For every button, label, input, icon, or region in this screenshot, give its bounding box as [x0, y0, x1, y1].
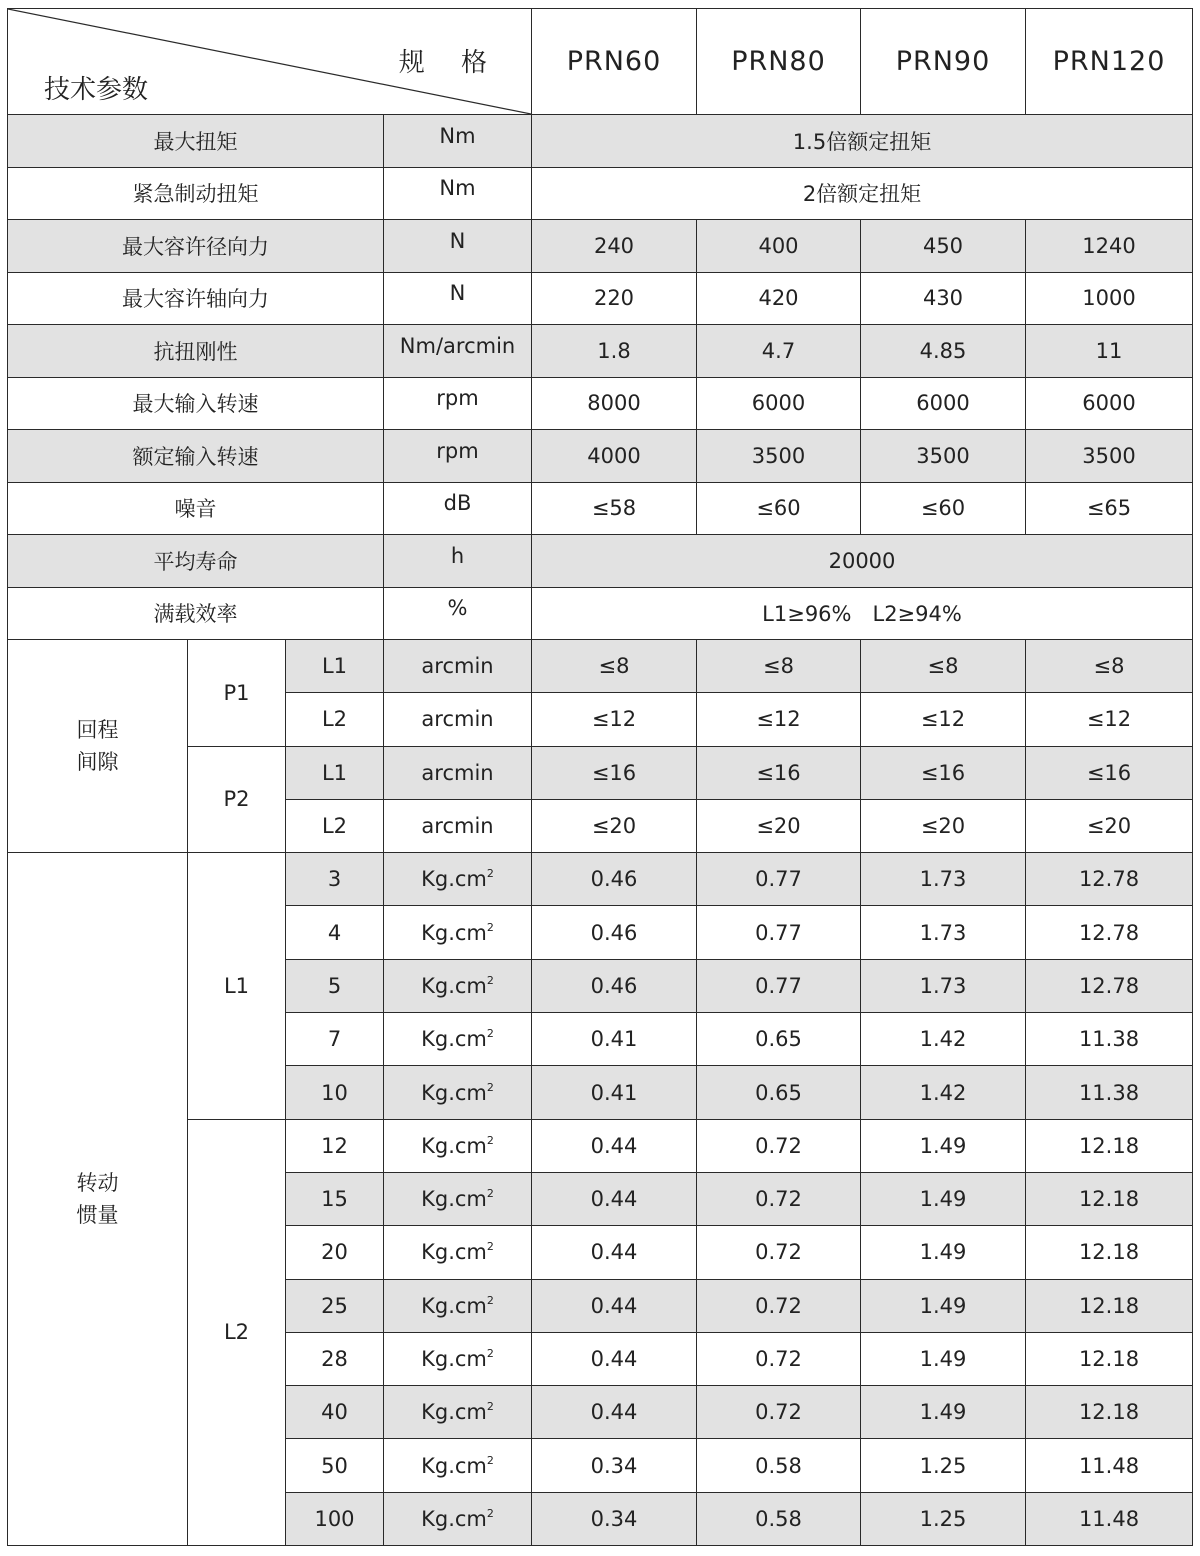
param-unit-text: %	[447, 596, 468, 621]
inertia-value-prn90: 1.49	[861, 1172, 1026, 1225]
backlash-group-label: P1	[188, 640, 286, 747]
param-unit-text: N	[449, 228, 466, 253]
inertia-unit-exponent: 2	[486, 1400, 494, 1414]
inertia-value-prn80: 0.72	[697, 1172, 861, 1225]
row-service_life	[8, 535, 1193, 588]
inertia-unit-base: Kg.cm	[421, 1453, 487, 1478]
param-value-merged: L1≥96% L2≥94%	[532, 587, 1193, 640]
backlash-value-prn60: ≤16	[532, 746, 697, 799]
model-header-prn60: PRN60	[532, 9, 697, 115]
param-unit-text: rpm	[436, 438, 479, 463]
inertia-value-prn90: 1.42	[861, 1013, 1026, 1066]
inertia-value-prn120: 11.48	[1026, 1492, 1193, 1545]
param-name: 紧急制动扭矩	[8, 167, 384, 220]
inertia-value-prn60: 0.46	[532, 906, 697, 959]
inertia-value-prn120: 12.18	[1026, 1119, 1193, 1172]
inertia-unit-exponent: 2	[486, 1506, 494, 1520]
inertia-ratio: 50	[286, 1439, 384, 1492]
param-unit	[384, 430, 532, 483]
inertia-unit-base: Kg.cm	[421, 1293, 487, 1318]
backlash-unit: arcmin	[384, 746, 532, 799]
backlash-value-prn90: ≤16	[861, 746, 1026, 799]
inertia-unit-exponent: 2	[486, 1347, 494, 1360]
inertia-value-prn80: 0.77	[697, 853, 861, 906]
inertia-value-prn60: 0.44	[532, 1172, 697, 1225]
inertia-row	[8, 853, 1193, 906]
inertia-unit	[384, 1066, 532, 1119]
row-max_torque	[8, 115, 1193, 168]
model-header-prn90: PRN90	[861, 9, 1026, 115]
inertia-value-prn120: 12.18	[1026, 1386, 1193, 1439]
backlash-group-label: P2	[188, 746, 286, 853]
param-value-prn120: 1240	[1026, 220, 1193, 273]
param-unit	[384, 220, 532, 273]
inertia-value-prn60: 0.46	[532, 959, 697, 1012]
inertia-unit	[384, 959, 532, 1012]
inertia-value-prn60: 0.44	[532, 1226, 697, 1279]
inertia-value-prn120: 12.78	[1026, 906, 1193, 959]
inertia-unit-exponent: 2	[486, 920, 494, 934]
row-efficiency	[8, 587, 1193, 640]
backlash-stage: L2	[286, 693, 384, 746]
inertia-ratio: 3	[286, 853, 384, 906]
param-unit-text: dB	[443, 491, 472, 516]
param-value-prn90: ≤60	[861, 482, 1026, 535]
inertia-unit-base: Kg.cm	[421, 1400, 487, 1425]
inertia-value-prn90: 1.49	[861, 1386, 1026, 1439]
param-unit-text: h	[450, 543, 465, 568]
inertia-value-prn90: 1.49	[861, 1332, 1026, 1385]
inertia-unit-base: Kg.cm	[421, 1240, 487, 1265]
inertia-value-prn80: 0.77	[697, 959, 861, 1012]
inertia-unit-base: Kg.cm	[421, 1133, 487, 1158]
backlash-value-prn80: ≤12	[697, 693, 861, 746]
param-value-prn120: 1000	[1026, 272, 1193, 325]
param-unit-text: Nm/arcmin	[399, 333, 516, 358]
param-value-prn60: ≤58	[532, 482, 697, 535]
backlash-unit: arcmin	[384, 640, 532, 693]
param-name: 最大容许轴向力	[8, 272, 384, 325]
row-rated_input_speed	[8, 430, 1193, 483]
param-unit	[384, 377, 532, 430]
inertia-value-prn90: 1.73	[861, 906, 1026, 959]
backlash-label-line: 回程	[76, 718, 119, 743]
param-unit	[384, 115, 532, 168]
inertia-ratio: 12	[286, 1119, 384, 1172]
param-value-prn80: 3500	[697, 430, 861, 483]
inertia-unit	[384, 1226, 532, 1279]
inertia-ratio: 7	[286, 1013, 384, 1066]
inertia-ratio: 100	[286, 1492, 384, 1545]
inertia-value-prn80: 0.72	[697, 1332, 861, 1385]
inertia-value-prn90: 1.49	[861, 1279, 1026, 1332]
inertia-value-prn90: 1.42	[861, 1066, 1026, 1119]
inertia-label-line: 转动	[76, 1171, 119, 1196]
model-header-prn120: PRN120	[1026, 9, 1193, 115]
header-row	[8, 9, 1193, 115]
param-name: 最大输入转速	[8, 377, 384, 430]
inertia-value-prn120: 11.38	[1026, 1066, 1193, 1119]
row-radial_force	[8, 220, 1193, 273]
param-name: 最大容许径向力	[8, 220, 384, 273]
inertia-value-prn90: 1.25	[861, 1492, 1026, 1545]
backlash-stage: L1	[286, 746, 384, 799]
inertia-value-prn90: 1.73	[861, 959, 1026, 1012]
param-name: 噪音	[8, 482, 384, 535]
param-unit-text: Nm	[439, 123, 476, 148]
row-axial_force	[8, 272, 1193, 325]
row-emergency_torque	[8, 167, 1193, 220]
inertia-value-prn60: 0.44	[532, 1279, 697, 1332]
backlash-value-prn120: ≤8	[1026, 640, 1193, 693]
inertia-value-prn60: 0.44	[532, 1119, 697, 1172]
param-name: 额定输入转速	[8, 430, 384, 483]
inertia-value-prn120: 12.78	[1026, 853, 1193, 906]
backlash-value-prn120: ≤20	[1026, 799, 1193, 852]
inertia-value-prn60: 0.41	[532, 1066, 697, 1119]
inertia-value-prn120: 11.48	[1026, 1439, 1193, 1492]
param-value-prn80: 4.7	[697, 325, 861, 378]
param-value-prn90: 4.85	[861, 325, 1026, 378]
inertia-value-prn120: 12.18	[1026, 1332, 1193, 1385]
param-name: 满载效率	[8, 587, 384, 640]
param-value-prn60: 240	[532, 220, 697, 273]
backlash-label	[8, 640, 188, 853]
backlash-row	[8, 640, 1193, 693]
backlash-stage: L1	[286, 640, 384, 693]
inertia-value-prn60: 0.34	[532, 1439, 697, 1492]
backlash-value-prn60: ≤20	[532, 799, 697, 852]
backlash-value-prn80: ≤20	[697, 799, 861, 852]
backlash-value-prn80: ≤16	[697, 746, 861, 799]
param-value-merged: 2倍额定扭矩	[532, 167, 1193, 220]
backlash-value-prn90: ≤12	[861, 693, 1026, 746]
inertia-value-prn120: 11.38	[1026, 1013, 1193, 1066]
inertia-unit-base: Kg.cm	[421, 1347, 487, 1371]
backlash-value-prn80: ≤8	[697, 640, 861, 693]
inertia-unit	[384, 1172, 532, 1225]
inertia-value-prn80: 0.77	[697, 906, 861, 959]
inertia-value-prn80: 0.65	[697, 1066, 861, 1119]
inertia-unit	[384, 1119, 532, 1172]
param-value-merged: 1.5倍额定扭矩	[532, 115, 1193, 168]
backlash-label-line: 间隙	[76, 750, 119, 775]
inertia-ratio: 20	[286, 1226, 384, 1279]
inertia-value-prn60: 0.41	[532, 1013, 697, 1066]
param-name: 抗扭刚性	[8, 325, 384, 378]
inertia-value-prn90: 1.25	[861, 1439, 1026, 1492]
inertia-ratio: 28	[286, 1332, 384, 1385]
inertia-unit-exponent: 2	[486, 1080, 494, 1094]
backlash-value-prn90: ≤20	[861, 799, 1026, 852]
spec-label: 规 格	[398, 48, 501, 78]
param-unit	[384, 272, 532, 325]
inertia-unit-exponent: 2	[486, 1027, 494, 1041]
param-value-prn60: 1.8	[532, 325, 697, 378]
param-name: 最大扭矩	[8, 115, 384, 168]
row-max_input_speed	[8, 377, 1193, 430]
inertia-value-prn90: 1.49	[861, 1226, 1026, 1279]
inertia-ratio: 4	[286, 906, 384, 959]
backlash-unit: arcmin	[384, 693, 532, 746]
param-value-prn60: 8000	[532, 377, 697, 430]
param-unit-text: Nm	[439, 176, 476, 201]
param-value-prn80: ≤60	[697, 482, 861, 535]
param-unit	[384, 535, 532, 588]
inertia-unit	[384, 853, 532, 906]
inertia-group-label: L1	[188, 853, 286, 1119]
inertia-unit-exponent: 2	[486, 1293, 494, 1307]
inertia-value-prn80: 0.58	[697, 1439, 861, 1492]
spec-table-body	[8, 9, 1193, 1546]
param-value-prn120: ≤65	[1026, 482, 1193, 535]
param-unit	[384, 587, 532, 640]
inertia-value-prn80: 0.72	[697, 1226, 861, 1279]
inertia-value-prn120: 12.18	[1026, 1172, 1193, 1225]
inertia-value-prn90: 1.49	[861, 1119, 1026, 1172]
backlash-unit: arcmin	[384, 799, 532, 852]
inertia-unit	[384, 1439, 532, 1492]
param-value-prn120: 11	[1026, 325, 1193, 378]
param-label: 技术参数	[44, 75, 149, 105]
param-value-prn120: 6000	[1026, 377, 1193, 430]
inertia-unit	[384, 906, 532, 959]
inertia-unit-exponent: 2	[486, 1187, 494, 1201]
param-value-prn60: 220	[532, 272, 697, 325]
inertia-value-prn120: 12.18	[1026, 1279, 1193, 1332]
inertia-value-prn120: 12.18	[1026, 1226, 1193, 1279]
inertia-label-line: 惯量	[76, 1203, 119, 1228]
inertia-unit-base: Kg.cm	[421, 867, 487, 892]
inertia-unit-base: Kg.cm	[421, 973, 487, 998]
inertia-unit-base: Kg.cm	[421, 1187, 487, 1212]
inertia-unit-base: Kg.cm	[421, 1027, 487, 1052]
param-unit	[384, 482, 532, 535]
inertia-unit-exponent: 2	[486, 973, 494, 987]
param-value-prn90: 6000	[861, 377, 1026, 430]
inertia-value-prn60: 0.44	[532, 1386, 697, 1439]
backlash-stage: L2	[286, 799, 384, 852]
param-value-prn120: 3500	[1026, 430, 1193, 483]
inertia-ratio: 40	[286, 1386, 384, 1439]
param-unit-text: rpm	[436, 386, 479, 411]
backlash-value-prn60: ≤8	[532, 640, 697, 693]
param-value-prn80: 420	[697, 272, 861, 325]
inertia-unit-base: Kg.cm	[421, 1080, 487, 1105]
row-torsional_rigidity	[8, 325, 1193, 378]
param-unit	[384, 325, 532, 378]
backlash-value-prn90: ≤8	[861, 640, 1026, 693]
inertia-unit-exponent: 2	[486, 1240, 494, 1254]
inertia-value-prn60: 0.46	[532, 853, 697, 906]
param-unit-text: N	[449, 281, 466, 306]
inertia-value-prn80: 0.58	[697, 1492, 861, 1545]
inertia-unit	[384, 1013, 532, 1066]
row-noise	[8, 482, 1193, 535]
inertia-unit-exponent: 2	[486, 1453, 494, 1467]
inertia-ratio: 10	[286, 1066, 384, 1119]
inertia-unit	[384, 1492, 532, 1545]
spec-table	[7, 8, 1193, 1546]
inertia-unit-base: Kg.cm	[421, 1506, 487, 1531]
inertia-unit	[384, 1332, 532, 1385]
backlash-value-prn60: ≤12	[532, 693, 697, 746]
inertia-unit	[384, 1279, 532, 1332]
inertia-value-prn60: 0.44	[532, 1332, 697, 1385]
param-value-prn90: 430	[861, 272, 1026, 325]
inertia-ratio: 5	[286, 959, 384, 1012]
param-unit	[384, 167, 532, 220]
inertia-ratio: 25	[286, 1279, 384, 1332]
inertia-unit-exponent: 2	[486, 867, 494, 881]
backlash-value-prn120: ≤12	[1026, 693, 1193, 746]
inertia-ratio: 15	[286, 1172, 384, 1225]
inertia-value-prn80: 0.65	[697, 1013, 861, 1066]
inertia-label	[8, 853, 188, 1546]
param-value-prn60: 4000	[532, 430, 697, 483]
header-corner-cell	[8, 9, 532, 115]
param-value-prn90: 450	[861, 220, 1026, 273]
param-value-merged: 20000	[532, 535, 1193, 588]
inertia-unit-exponent: 2	[486, 1133, 494, 1147]
param-value-prn80: 6000	[697, 377, 861, 430]
inertia-value-prn80: 0.72	[697, 1386, 861, 1439]
param-name: 平均寿命	[8, 535, 384, 588]
inertia-value-prn80: 0.72	[697, 1119, 861, 1172]
inertia-value-prn120: 12.78	[1026, 959, 1193, 1012]
inertia-value-prn90: 1.73	[861, 853, 1026, 906]
inertia-value-prn80: 0.72	[697, 1279, 861, 1332]
param-value-prn90: 3500	[861, 430, 1026, 483]
inertia-unit-base: Kg.cm	[421, 920, 487, 945]
inertia-unit	[384, 1386, 532, 1439]
backlash-value-prn120: ≤16	[1026, 746, 1193, 799]
param-value-prn80: 400	[697, 220, 861, 273]
inertia-group-label: L2	[188, 1119, 286, 1545]
inertia-value-prn60: 0.34	[532, 1492, 697, 1545]
model-header-prn80: PRN80	[697, 9, 861, 115]
